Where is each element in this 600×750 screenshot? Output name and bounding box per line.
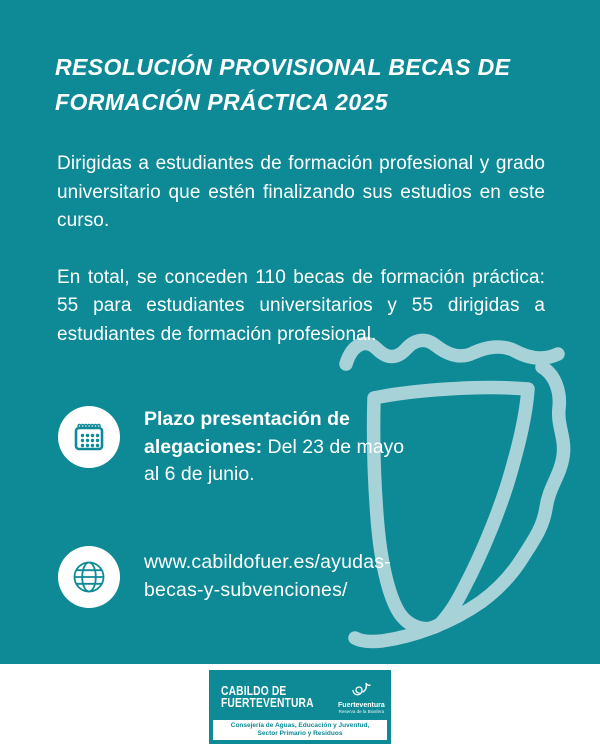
globe-icon (58, 546, 120, 608)
intro-paragraph: Dirigidas a estudiantes de formación profesional y grado universitario que estén finalizando sus estudios en este curso. (57, 153, 545, 231)
department-strip (213, 720, 387, 740)
biosphere-subtitle: Reserva de la Biosfera (338, 708, 385, 714)
calendar-icon (58, 406, 120, 468)
deadline-row (58, 406, 600, 489)
biosphere-logo (338, 681, 387, 714)
page-title: RESOLUCIÓN PROVISIONAL BECAS DE FORMACIÓN PRÁCTICA 2025 (55, 54, 511, 115)
cabildo-logo-top (213, 676, 387, 718)
org-name-line2: FUERTEVENTURA (221, 696, 314, 710)
department-line2: Sector Primario y Residuos (257, 730, 343, 737)
biosphere-name: Fuerteventura (338, 701, 385, 709)
deadline-dates: Del 23 de mayo al 6 de junio. (144, 435, 405, 486)
deadline-text (144, 406, 416, 489)
detail-paragraph: En total, se conceden 110 becas de formación práctica: 55 para estudiantes universitarios y 55 dirigidas a estudiantes de formación profesional. (57, 266, 545, 345)
cabildo-logo (209, 670, 391, 744)
website-row (58, 546, 600, 608)
org-name (221, 685, 314, 709)
deadline-label: Plazo presentación de alegaciones: (144, 408, 350, 458)
footer-bar (0, 664, 600, 750)
department-line1: Consejería de Aguas, Educación y Juventud, (230, 722, 370, 729)
org-name-line1: CABILDO DE (221, 684, 287, 698)
website-link[interactable]: www.cabildofuer.es/ayudas-becas-y-subvenciones/ (144, 551, 391, 602)
snail-icon (351, 681, 371, 701)
poster-content (0, 50, 600, 608)
